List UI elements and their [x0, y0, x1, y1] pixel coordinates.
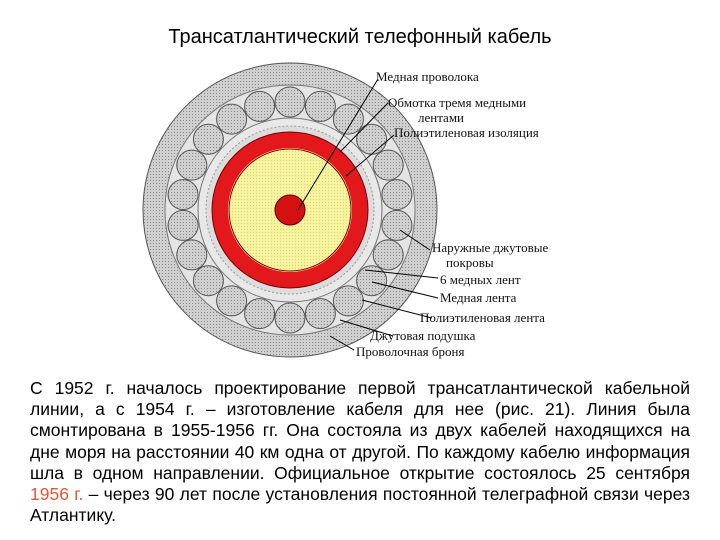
armour-wire	[305, 299, 335, 329]
armour-wire	[382, 210, 412, 240]
armour-wire	[357, 124, 387, 154]
paragraph-text-end: – через 90 лет после установления постоянной телеграфной связи через Атлантику.	[30, 484, 690, 526]
label-jute-cushion: Джутовая подушка	[370, 328, 476, 343]
armour-wire	[373, 150, 403, 180]
armour-wire	[382, 180, 412, 210]
armour-wire	[275, 303, 305, 333]
armour-wire	[357, 266, 387, 296]
description-paragraph	[30, 378, 690, 526]
label-copper-tapes-winding-1: Обмотка тремя медными	[388, 95, 527, 110]
paragraph-text-start: С 1952 г. началось проектирование первой трансатлантической кабельной линии, а с 1954 г. – изготовление кабеля для нее (рис. 21). Линия была смонтирована в 1955-1956 гг. Она состояла из двух кабелей находящихся на дне моря на расстоянии 40 км одна от другой. По каждому кабелю информация шла в одном направлении. Официальное открытие состоялось 25 сентября	[30, 378, 690, 483]
label-outer-jute-2: покровы	[446, 255, 494, 270]
copper-wire-core	[275, 195, 305, 225]
armour-wire	[217, 286, 247, 316]
label-six-copper-tapes: 6 медных лент	[440, 272, 521, 287]
armour-wire	[177, 240, 207, 270]
armour-wire	[373, 240, 403, 270]
armour-wire	[168, 210, 198, 240]
armour-wire	[217, 104, 247, 134]
armour-wire	[275, 87, 305, 117]
label-copper-tape: Медная лента	[440, 290, 517, 305]
label-outer-jute-1: Наружные джутовые	[432, 240, 549, 255]
armour-wire	[333, 286, 363, 316]
label-copper-tapes-winding-2: лентами	[418, 110, 465, 125]
armour-wire	[245, 299, 275, 329]
slide-title: Трансатлантический телефонный кабель	[168, 26, 552, 48]
armour-wire	[305, 91, 335, 121]
label-polyethylene-insulation: Полиэтиленовая изоляция	[394, 125, 539, 140]
armour-wire	[333, 104, 363, 134]
armour-wire	[193, 266, 223, 296]
armour-wire	[168, 180, 198, 210]
label-wire-armour: Проволочная броня	[356, 344, 465, 359]
armour-wire	[193, 124, 223, 154]
label-copper-wire: Медная проволока	[376, 69, 479, 84]
label-polyethylene-tape: Полиэтиленовая лента	[420, 310, 545, 325]
highlighted-year: 1956 г.	[30, 484, 84, 505]
armour-wire	[245, 91, 275, 121]
armour-wire	[177, 150, 207, 180]
